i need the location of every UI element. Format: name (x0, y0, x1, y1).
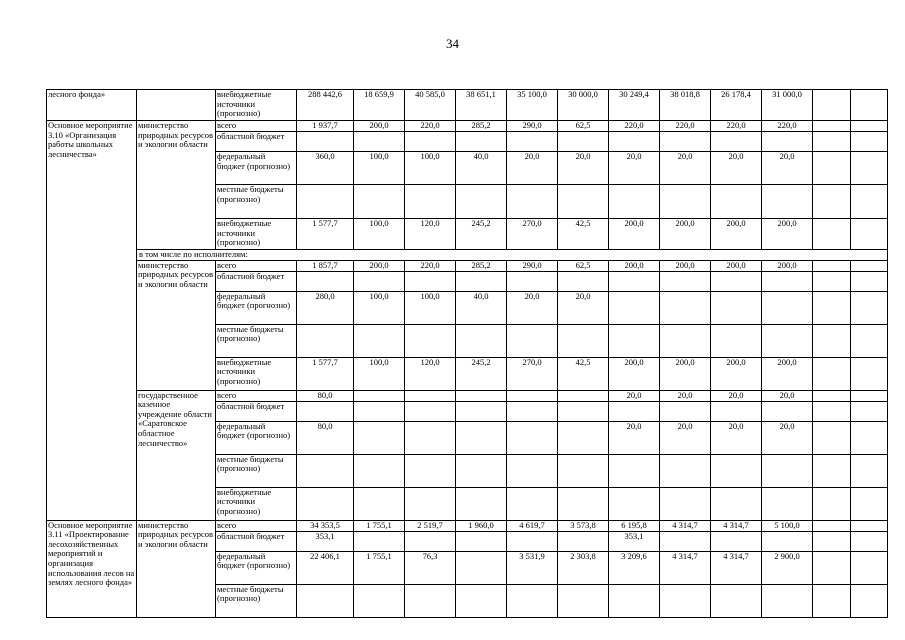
value-year-9: 220,0 (762, 121, 813, 132)
value-extra-2 (851, 219, 888, 250)
value-year-8 (711, 401, 762, 421)
page-number: 34 (446, 36, 459, 51)
value-year-3 (456, 390, 507, 401)
value-year-1 (354, 487, 405, 520)
value-year-8: 20,0 (711, 390, 762, 401)
value-year-3 (456, 487, 507, 520)
value-year-7 (660, 324, 711, 357)
value-total (297, 132, 354, 152)
value-year-5: 3 573,8 (558, 520, 609, 531)
value-extra-1 (813, 219, 851, 250)
value-year-2 (405, 584, 456, 617)
value-year-1 (354, 421, 405, 454)
value-year-1 (354, 401, 405, 421)
value-year-1 (354, 185, 405, 219)
value-year-4 (507, 390, 558, 401)
value-extra-2 (851, 152, 888, 185)
value-total (297, 185, 354, 219)
value-year-2 (405, 454, 456, 487)
table-body (47, 90, 888, 618)
table-row (47, 90, 888, 121)
value-year-3: 245,2 (456, 357, 507, 390)
value-year-7 (660, 132, 711, 152)
value-year-1 (354, 454, 405, 487)
value-year-8: 4 314,7 (711, 551, 762, 584)
value-year-2: 220,0 (405, 260, 456, 271)
value-year-2 (405, 324, 456, 357)
value-year-2: 76,3 (405, 551, 456, 584)
value-year-9 (762, 185, 813, 219)
value-year-1 (354, 390, 405, 401)
value-year-4: 35 100,0 (507, 90, 558, 121)
value-year-9 (762, 271, 813, 291)
executors-note: в том числе по исполнителям: (137, 250, 888, 261)
value-year-8: 200,0 (711, 260, 762, 271)
funding-source: всего (216, 121, 297, 132)
funding-source: областной бюджет (216, 401, 297, 421)
value-year-7: 200,0 (660, 260, 711, 271)
value-year-5 (558, 185, 609, 219)
value-year-9 (762, 531, 813, 551)
executor-name: министерство природных ресурсов и экологии области (137, 520, 216, 617)
value-extra-1 (813, 121, 851, 132)
value-year-7: 4 314,7 (660, 551, 711, 584)
value-year-2: 120,0 (405, 219, 456, 250)
value-total: 34 353,5 (297, 520, 354, 531)
value-total: 1 857,7 (297, 260, 354, 271)
value-year-3: 1 960,0 (456, 520, 507, 531)
value-year-7: 20,0 (660, 421, 711, 454)
value-year-9 (762, 291, 813, 324)
value-year-9 (762, 401, 813, 421)
value-year-4: 20,0 (507, 152, 558, 185)
funding-source: всего (216, 520, 297, 531)
funding-source: местные бюджеты (прогнозно) (216, 185, 297, 219)
value-extra-2 (851, 357, 888, 390)
value-year-1: 100,0 (354, 357, 405, 390)
value-year-3 (456, 584, 507, 617)
value-year-7: 200,0 (660, 219, 711, 250)
value-extra-2 (851, 390, 888, 401)
value-year-9: 20,0 (762, 390, 813, 401)
value-year-4 (507, 421, 558, 454)
value-year-4 (507, 487, 558, 520)
value-year-1: 200,0 (354, 121, 405, 132)
value-year-4 (507, 132, 558, 152)
value-year-1: 18 659,9 (354, 90, 405, 121)
value-total (297, 271, 354, 291)
value-year-6: 30 249,4 (609, 90, 660, 121)
value-year-1 (354, 531, 405, 551)
value-year-6: 20,0 (609, 152, 660, 185)
funding-source: федеральный бюджет (прогнозно) (216, 421, 297, 454)
value-year-9: 20,0 (762, 152, 813, 185)
value-extra-2 (851, 324, 888, 357)
value-year-5: 42,5 (558, 357, 609, 390)
value-year-3: 40,0 (456, 291, 507, 324)
value-year-8 (711, 531, 762, 551)
value-year-6 (609, 185, 660, 219)
funding-source: федеральный бюджет (прогнозно) (216, 291, 297, 324)
value-year-4 (507, 454, 558, 487)
value-extra-1 (813, 132, 851, 152)
value-year-8: 20,0 (711, 421, 762, 454)
value-year-7: 20,0 (660, 152, 711, 185)
value-extra-2 (851, 271, 888, 291)
value-year-2 (405, 421, 456, 454)
value-extra-1 (813, 291, 851, 324)
value-year-8 (711, 487, 762, 520)
value-extra-1 (813, 487, 851, 520)
value-extra-1 (813, 584, 851, 617)
funding-source: местные бюджеты (прогнозно) (216, 584, 297, 617)
value-year-7 (660, 185, 711, 219)
value-year-8 (711, 185, 762, 219)
value-total: 80,0 (297, 390, 354, 401)
value-extra-2 (851, 531, 888, 551)
funding-source: внебюджетные источники (прогнозно) (216, 219, 297, 250)
value-year-4 (507, 531, 558, 551)
value-year-6: 200,0 (609, 260, 660, 271)
value-year-1 (354, 584, 405, 617)
value-year-6 (609, 584, 660, 617)
value-total: 22 406,1 (297, 551, 354, 584)
executor-name (137, 90, 216, 121)
value-year-5 (558, 454, 609, 487)
value-year-6: 353,1 (609, 531, 660, 551)
value-year-7: 200,0 (660, 357, 711, 390)
value-year-3 (456, 271, 507, 291)
value-year-4 (507, 401, 558, 421)
value-year-9 (762, 584, 813, 617)
value-year-7: 220,0 (660, 121, 711, 132)
value-year-4: 290,0 (507, 121, 558, 132)
value-extra-1 (813, 271, 851, 291)
value-year-5 (558, 390, 609, 401)
funding-source: внебюджетные источники (прогнозно) (216, 357, 297, 390)
value-year-1 (354, 132, 405, 152)
value-year-5: 62,5 (558, 260, 609, 271)
value-year-5 (558, 531, 609, 551)
value-year-3 (456, 132, 507, 152)
value-year-3 (456, 324, 507, 357)
value-year-1: 1 755,1 (354, 520, 405, 531)
funding-source: областной бюджет (216, 132, 297, 152)
value-year-6: 200,0 (609, 219, 660, 250)
value-year-7 (660, 454, 711, 487)
value-year-8: 4 314,7 (711, 520, 762, 531)
value-year-4 (507, 584, 558, 617)
value-year-1 (354, 324, 405, 357)
value-year-8 (711, 584, 762, 617)
value-year-6 (609, 132, 660, 152)
value-year-9 (762, 132, 813, 152)
event-name: Основное мероприятие 3.10 «Организация работы школьных лесничества» (47, 121, 137, 521)
value-total: 288 442,6 (297, 90, 354, 121)
value-year-4: 4 619,7 (507, 520, 558, 531)
value-total (297, 584, 354, 617)
value-year-4: 3 531,9 (507, 551, 558, 584)
value-total: 1 577,7 (297, 357, 354, 390)
value-year-7: 20,0 (660, 390, 711, 401)
funding-source: федеральный бюджет (прогнозно) (216, 152, 297, 185)
table-row (47, 250, 888, 261)
value-year-8 (711, 132, 762, 152)
funding-source: всего (216, 390, 297, 401)
value-total: 1 577,7 (297, 219, 354, 250)
value-year-2: 40 585,0 (405, 90, 456, 121)
value-extra-2 (851, 584, 888, 617)
value-year-5 (558, 401, 609, 421)
value-year-5 (558, 271, 609, 291)
value-year-2: 120,0 (405, 357, 456, 390)
value-year-1 (354, 271, 405, 291)
value-year-6: 3 209,6 (609, 551, 660, 584)
value-year-7: 4 314,7 (660, 520, 711, 531)
value-extra-2 (851, 260, 888, 271)
value-year-5 (558, 421, 609, 454)
value-extra-1 (813, 390, 851, 401)
value-year-2 (405, 132, 456, 152)
value-year-6 (609, 324, 660, 357)
value-year-3 (456, 551, 507, 584)
value-year-3 (456, 454, 507, 487)
value-year-6 (609, 487, 660, 520)
value-year-2: 2 519,7 (405, 520, 456, 531)
value-year-3 (456, 401, 507, 421)
value-extra-2 (851, 520, 888, 531)
value-year-4 (507, 185, 558, 219)
value-year-4: 270,0 (507, 219, 558, 250)
value-extra-2 (851, 454, 888, 487)
value-year-9: 200,0 (762, 357, 813, 390)
value-year-9: 20,0 (762, 421, 813, 454)
value-year-2: 100,0 (405, 152, 456, 185)
value-year-3 (456, 531, 507, 551)
value-year-2 (405, 401, 456, 421)
value-year-4: 20,0 (507, 291, 558, 324)
value-year-5: 62,5 (558, 121, 609, 132)
value-year-7 (660, 271, 711, 291)
value-year-3: 38 651,1 (456, 90, 507, 121)
value-year-5: 42,5 (558, 219, 609, 250)
value-year-9: 31 000,0 (762, 90, 813, 121)
value-year-6: 200,0 (609, 357, 660, 390)
value-total: 280,0 (297, 291, 354, 324)
value-year-1: 100,0 (354, 219, 405, 250)
value-year-8: 200,0 (711, 219, 762, 250)
value-year-2 (405, 390, 456, 401)
value-year-1: 100,0 (354, 291, 405, 324)
value-year-6 (609, 454, 660, 487)
value-year-7 (660, 401, 711, 421)
value-year-5: 20,0 (558, 152, 609, 185)
value-extra-1 (813, 520, 851, 531)
value-year-3: 285,2 (456, 121, 507, 132)
value-year-2 (405, 487, 456, 520)
value-year-2 (405, 185, 456, 219)
value-year-5: 30 000,0 (558, 90, 609, 121)
value-extra-1 (813, 421, 851, 454)
funding-source: областной бюджет (216, 271, 297, 291)
budget-table (46, 89, 888, 618)
value-year-3: 285,2 (456, 260, 507, 271)
value-year-9: 2 900,0 (762, 551, 813, 584)
executor-name: министерство природных ресурсов и экологии области (137, 260, 216, 390)
value-year-4: 270,0 (507, 357, 558, 390)
table-row (47, 390, 888, 401)
value-year-6 (609, 401, 660, 421)
value-year-9 (762, 487, 813, 520)
value-year-8 (711, 324, 762, 357)
value-year-9: 200,0 (762, 260, 813, 271)
value-total (297, 401, 354, 421)
value-total (297, 487, 354, 520)
table-row (47, 520, 888, 531)
executor-name: государственное казенное учреждение области «Саратовское областное лесничество» (137, 390, 216, 520)
funding-source: федеральный бюджет (прогнозно) (216, 551, 297, 584)
value-extra-1 (813, 152, 851, 185)
event-name: Основное мероприятие 3.11 «Проектирование лесохозяйственных мероприятий и организация использования лесов на землях лесного фонда» (47, 520, 137, 617)
value-year-6: 6 195,8 (609, 520, 660, 531)
value-extra-1 (813, 531, 851, 551)
funding-source: местные бюджеты (прогнозно) (216, 454, 297, 487)
value-extra-2 (851, 291, 888, 324)
funding-source: местные бюджеты (прогнозно) (216, 324, 297, 357)
value-year-8: 26 178,4 (711, 90, 762, 121)
value-year-9 (762, 324, 813, 357)
value-total: 353,1 (297, 531, 354, 551)
funding-source: всего (216, 260, 297, 271)
value-year-9: 200,0 (762, 219, 813, 250)
event-name: лесного фонда» (47, 90, 137, 121)
value-year-1: 200,0 (354, 260, 405, 271)
value-extra-2 (851, 487, 888, 520)
value-year-6 (609, 291, 660, 324)
value-extra-2 (851, 401, 888, 421)
value-extra-2 (851, 90, 888, 121)
value-year-5: 20,0 (558, 291, 609, 324)
value-year-8 (711, 291, 762, 324)
value-total: 360,0 (297, 152, 354, 185)
value-year-2 (405, 531, 456, 551)
value-year-5 (558, 132, 609, 152)
value-year-8: 20,0 (711, 152, 762, 185)
value-year-4: 290,0 (507, 260, 558, 271)
value-year-7 (660, 487, 711, 520)
funding-source: внебюджетные источники (прогнозно) (216, 487, 297, 520)
executor-name: министерство природных ресурсов и экологии области (137, 121, 216, 250)
funding-source: внебюджетные источники (прогнозно) (216, 90, 297, 121)
value-year-9 (762, 454, 813, 487)
value-year-7 (660, 584, 711, 617)
value-year-8: 220,0 (711, 121, 762, 132)
value-year-7: 38 018,8 (660, 90, 711, 121)
value-total: 1 937,7 (297, 121, 354, 132)
value-year-4 (507, 271, 558, 291)
value-extra-1 (813, 551, 851, 584)
value-year-6 (609, 271, 660, 291)
funding-source: областной бюджет (216, 531, 297, 551)
value-extra-1 (813, 454, 851, 487)
value-year-6: 220,0 (609, 121, 660, 132)
value-extra-1 (813, 185, 851, 219)
value-extra-1 (813, 260, 851, 271)
value-year-5 (558, 584, 609, 617)
value-year-6: 20,0 (609, 390, 660, 401)
value-total (297, 454, 354, 487)
value-year-2: 220,0 (405, 121, 456, 132)
value-year-3 (456, 421, 507, 454)
value-year-9: 5 100,0 (762, 520, 813, 531)
value-extra-2 (851, 132, 888, 152)
value-year-8 (711, 271, 762, 291)
value-year-4 (507, 324, 558, 357)
value-extra-2 (851, 551, 888, 584)
value-extra-2 (851, 185, 888, 219)
value-year-3: 40,0 (456, 152, 507, 185)
value-extra-1 (813, 90, 851, 121)
value-year-7 (660, 531, 711, 551)
value-year-7 (660, 291, 711, 324)
value-year-1: 100,0 (354, 152, 405, 185)
value-extra-2 (851, 421, 888, 454)
value-year-8: 200,0 (711, 357, 762, 390)
value-year-5: 2 303,8 (558, 551, 609, 584)
value-year-2: 100,0 (405, 291, 456, 324)
value-year-3: 245,2 (456, 219, 507, 250)
table-row (47, 121, 888, 132)
value-total (297, 324, 354, 357)
value-extra-1 (813, 401, 851, 421)
value-year-6: 20,0 (609, 421, 660, 454)
value-extra-1 (813, 357, 851, 390)
value-year-3 (456, 185, 507, 219)
value-total: 80,0 (297, 421, 354, 454)
value-year-5 (558, 487, 609, 520)
value-year-8 (711, 454, 762, 487)
value-year-5 (558, 324, 609, 357)
value-year-2 (405, 271, 456, 291)
value-extra-1 (813, 324, 851, 357)
value-year-1: 1 755,1 (354, 551, 405, 584)
table-row (47, 260, 888, 271)
value-extra-2 (851, 121, 888, 132)
